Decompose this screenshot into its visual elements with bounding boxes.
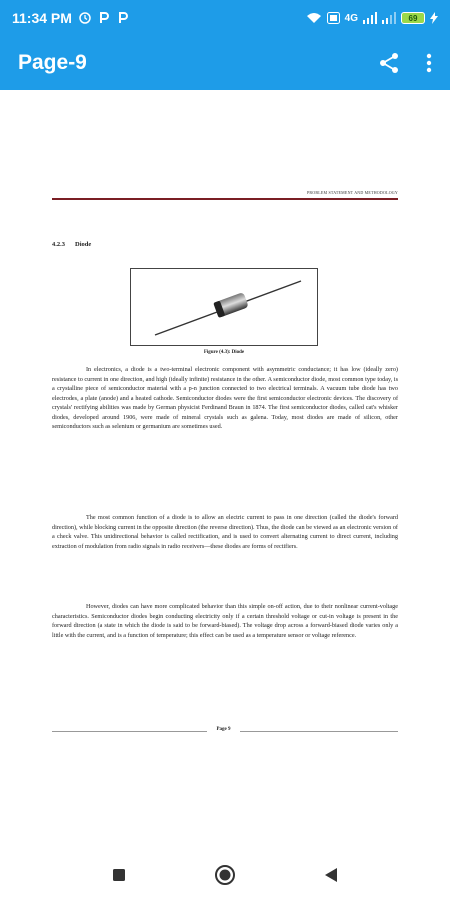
- running-header: PROBLEM STATEMENT AND METHODOLOGY: [307, 190, 398, 195]
- diode-figure: [130, 268, 318, 346]
- status-bar: [0, 0, 450, 36]
- clock-icon: [79, 12, 91, 24]
- data-saver-icon: [327, 12, 340, 24]
- back-triangle-icon[interactable]: [319, 863, 343, 887]
- paragraph-2: The most common function of a diode is to allow an electric current to pass in one direction (called the diode's forward direction), while blocking current in the opposite direction (the reverse direction). Thus, the diode can be viewed as an electronic version of a check valve. This unidirectional behavior is called rectification, and is used to convert alternating current to direct current, including extraction of modulation from radio signals in radio receivers—these diodes are forms of rectifiers.: [52, 514, 398, 550]
- app-bar: [0, 36, 450, 90]
- header-rule: [52, 198, 398, 200]
- paragraph-1: In electronics, a diode is a two-terminal electronic component with asymmetric conductance; it has low (ideally zero) resistance to current in one direction, and high (ideally infinite) resistance in the other. A semiconductor diode, most common type today, is a crystalline piece of semiconductor material with a p-n junction connected to two electrical terminals. A vacuum tube diode has two electrodes, a plate (anode) and a heated cathode. Semiconductor diodes were the first semiconductor electronic devices. The discovery of crystals' rectifying abilities was made by German physicist Ferdinand Braun in 1874. The first semiconductor diodes, called cat's whisker diodes, developed around 1906, were made of mineral crystals such as galena. Today, most diodes are made of silicon, other semiconductors such as selenium or germanium are sometimes used.: [52, 366, 398, 430]
- document-page[interactable]: [0, 90, 450, 850]
- recents-square-icon[interactable]: [107, 863, 131, 887]
- footer-page-number: Page 9: [216, 727, 231, 732]
- signal-icon: [363, 12, 377, 24]
- p-app-icon: [117, 12, 129, 24]
- navigation-bar: [0, 850, 450, 900]
- signal-icon: [382, 12, 396, 24]
- page-title: Page-9: [18, 51, 87, 74]
- diode-image: [131, 269, 317, 345]
- home-circle-icon[interactable]: [213, 863, 237, 887]
- footer-rule: [240, 731, 398, 732]
- status-time: 11:34 PM: [12, 10, 72, 26]
- more-vert-icon[interactable]: [426, 53, 432, 73]
- battery-icon: 69: [401, 12, 425, 24]
- p-app-icon: [98, 12, 110, 24]
- footer-rule: [52, 731, 207, 732]
- charging-bolt-icon: [430, 12, 438, 24]
- section-number: 4.2.3: [52, 241, 65, 248]
- figure-caption: Figure (4.3): Diode: [203, 350, 245, 355]
- section-title: Diode: [75, 241, 92, 248]
- paragraph-3: However, diodes can have more complicated behavior than this simple on-off action, due to their nonlinear current-voltage characteristics. Semiconductor diodes begin conducting electricity only if a certain threshold voltage or cut-in voltage is present in the forward direction (a state in which the diode is said to be forward-biased). The voltage drop across a forward-biased diode varies only a little with the current, and is a function of temperature; this effect can be used as a temperature sensor or voltage reference.: [52, 603, 398, 639]
- share-icon[interactable]: [378, 52, 400, 74]
- network-type-label: 4G: [344, 12, 358, 24]
- wifi-icon: [306, 12, 322, 24]
- section-heading: [52, 241, 101, 248]
